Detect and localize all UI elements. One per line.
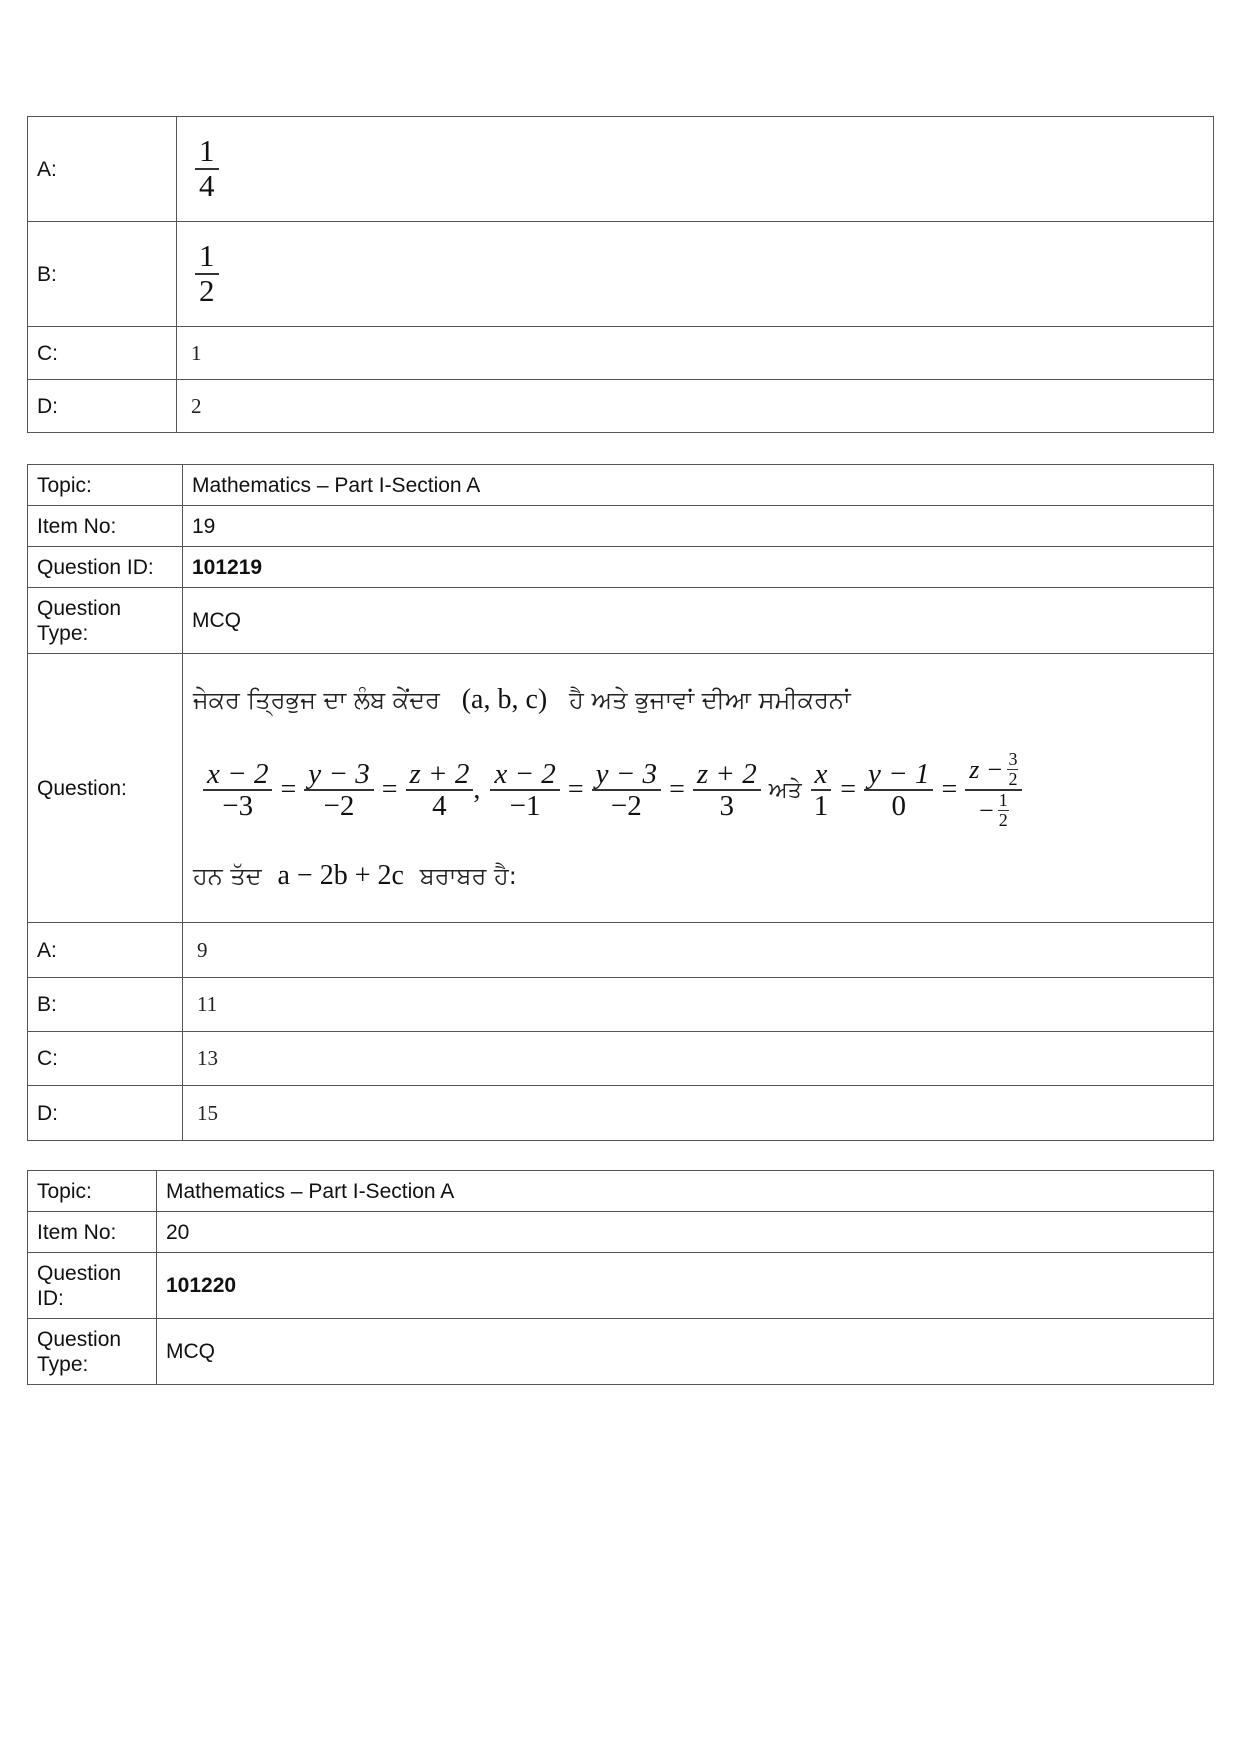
equals-sign: = bbox=[567, 774, 584, 805]
option-label: C: bbox=[28, 327, 177, 380]
item-no-row bbox=[28, 1212, 1214, 1253]
option-value: 2 bbox=[177, 380, 1214, 433]
option-row-c bbox=[28, 1032, 1214, 1086]
fraction-denominator bbox=[975, 791, 1013, 830]
option-value: 13 bbox=[183, 1032, 1214, 1086]
question-label: Question: bbox=[28, 654, 183, 923]
question-type-value: MCQ bbox=[183, 588, 1214, 654]
equals-sign: = bbox=[381, 774, 398, 805]
topic-label: Topic: bbox=[28, 465, 183, 506]
topic-row bbox=[28, 465, 1214, 506]
compound-fraction bbox=[965, 750, 1022, 830]
option-value bbox=[177, 222, 1214, 327]
question-text: ਜੇਕਰ ਤ੍ਰਿਭੁਜ ਦਾ ਲੰਬ ਕੇਂਦਰ bbox=[193, 686, 440, 715]
previous-question-options-table bbox=[27, 116, 1214, 433]
fraction bbox=[693, 759, 761, 822]
topic-value: Mathematics – Part I-Section A bbox=[157, 1171, 1214, 1212]
option-label: B: bbox=[28, 978, 183, 1032]
question-type-value: MCQ bbox=[157, 1319, 1214, 1385]
question-type-row bbox=[28, 1319, 1214, 1385]
question-19-table bbox=[27, 464, 1214, 1141]
question-20-table bbox=[27, 1170, 1214, 1385]
inner-fraction bbox=[998, 791, 1009, 830]
fraction-numerator: z + 2 bbox=[406, 759, 474, 791]
fraction-numerator: y − 1 bbox=[864, 759, 933, 791]
comma: , bbox=[473, 774, 481, 805]
question-id-value: 101220 bbox=[157, 1253, 1214, 1319]
question-line-3 bbox=[193, 860, 1203, 892]
item-no-value: 19 bbox=[183, 506, 1214, 547]
fraction-denominator: 2 bbox=[199, 273, 215, 308]
equals-sign: = bbox=[840, 774, 857, 805]
fraction bbox=[304, 759, 373, 822]
question-id-label: Question ID: bbox=[28, 547, 183, 588]
fraction bbox=[810, 759, 833, 822]
fraction-numerator: 1 bbox=[195, 135, 219, 170]
question-line-1 bbox=[193, 684, 1203, 716]
fraction-numerator: z + 2 bbox=[693, 759, 761, 791]
connector-and: ਅਤੇ bbox=[768, 777, 802, 803]
orthocentre-coordinates: (a, b, c) bbox=[461, 684, 548, 716]
topic-label: Topic: bbox=[28, 1171, 157, 1212]
option-fraction bbox=[195, 240, 219, 307]
item-no-value: 20 bbox=[157, 1212, 1214, 1253]
fraction-numerator: 1 bbox=[998, 790, 1008, 810]
option-value: 1 bbox=[177, 327, 1214, 380]
item-no-row bbox=[28, 506, 1214, 547]
fraction bbox=[203, 759, 272, 822]
fraction-denominator: −3 bbox=[222, 790, 254, 822]
fraction bbox=[864, 759, 933, 822]
question-type-label: Question Type: bbox=[28, 1319, 157, 1385]
option-label: A: bbox=[28, 923, 183, 978]
option-row-a bbox=[28, 117, 1214, 222]
question-body bbox=[183, 654, 1214, 923]
option-label: C: bbox=[28, 1032, 183, 1086]
option-row-d bbox=[28, 1086, 1214, 1141]
option-label: A: bbox=[28, 117, 177, 222]
option-value: 15 bbox=[183, 1086, 1214, 1141]
fraction-numerator: 3 bbox=[1008, 749, 1018, 770]
line-equations bbox=[193, 750, 1203, 830]
fraction-denominator: 4 bbox=[432, 790, 447, 822]
option-value: 9 bbox=[183, 923, 1214, 978]
expression: a − 2b + 2c bbox=[277, 859, 404, 891]
equals-sign: = bbox=[280, 774, 297, 805]
fraction-denominator: −2 bbox=[323, 790, 355, 822]
fraction-numerator: x bbox=[811, 759, 832, 791]
fraction-denominator: 0 bbox=[891, 790, 906, 822]
fraction-denominator: 3 bbox=[719, 790, 735, 822]
fraction-denominator: 4 bbox=[199, 168, 215, 203]
item-no-label: Item No: bbox=[28, 506, 183, 547]
option-row-b bbox=[28, 222, 1214, 327]
fraction-denominator: 1 bbox=[813, 790, 829, 822]
option-row-a bbox=[28, 923, 1214, 978]
option-label: B: bbox=[28, 222, 177, 327]
question-row bbox=[28, 654, 1214, 923]
fraction-numerator: x − 2 bbox=[203, 759, 272, 791]
option-row-c bbox=[28, 327, 1214, 380]
question-text: ਹੈ ਅਤੇ ਭੁਜਾਵਾਂ ਦੀਆ ਸਮੀਕਰਨਾਂ bbox=[569, 686, 851, 715]
inner-fraction bbox=[1007, 750, 1018, 789]
question-id-row bbox=[28, 547, 1214, 588]
option-fraction bbox=[195, 135, 219, 202]
item-no-label: Item No: bbox=[28, 1212, 157, 1253]
topic-value: Mathematics – Part I-Section A bbox=[183, 465, 1214, 506]
option-value: 11 bbox=[183, 978, 1214, 1032]
fraction-denominator: −2 bbox=[610, 790, 642, 822]
question-id-label: Question ID: bbox=[28, 1253, 157, 1319]
question-type-row bbox=[28, 588, 1214, 654]
option-row-b bbox=[28, 978, 1214, 1032]
fraction-numerator: x − 2 bbox=[490, 759, 559, 791]
fraction-numerator: 1 bbox=[195, 240, 219, 275]
fraction-denominator: −1 bbox=[509, 790, 541, 822]
fraction bbox=[406, 759, 474, 822]
question-id-value: 101219 bbox=[183, 547, 1214, 588]
fraction-denominator: 2 bbox=[998, 809, 1008, 830]
option-label: D: bbox=[28, 1086, 183, 1141]
question-text: ਹਨ ਤੱਦ bbox=[193, 861, 262, 890]
fraction bbox=[592, 759, 661, 822]
option-label: D: bbox=[28, 380, 177, 433]
option-row-d bbox=[28, 380, 1214, 433]
fraction-numerator bbox=[965, 750, 1022, 791]
denominator-prefix: − bbox=[979, 795, 994, 825]
fraction-denominator: 2 bbox=[1008, 769, 1018, 790]
question-id-row bbox=[28, 1253, 1214, 1319]
numerator-prefix: z − bbox=[969, 754, 1004, 784]
fraction-numerator: y − 3 bbox=[304, 759, 373, 791]
question-text: ਬਰਾਬਰ ਹੈ: bbox=[419, 861, 517, 890]
equals-sign: = bbox=[669, 774, 685, 805]
option-value bbox=[177, 117, 1214, 222]
fraction-numerator: y − 3 bbox=[592, 759, 661, 791]
equals-sign: = bbox=[941, 774, 958, 805]
fraction bbox=[490, 759, 559, 822]
question-type-label: Question Type: bbox=[28, 588, 183, 654]
topic-row bbox=[28, 1171, 1214, 1212]
